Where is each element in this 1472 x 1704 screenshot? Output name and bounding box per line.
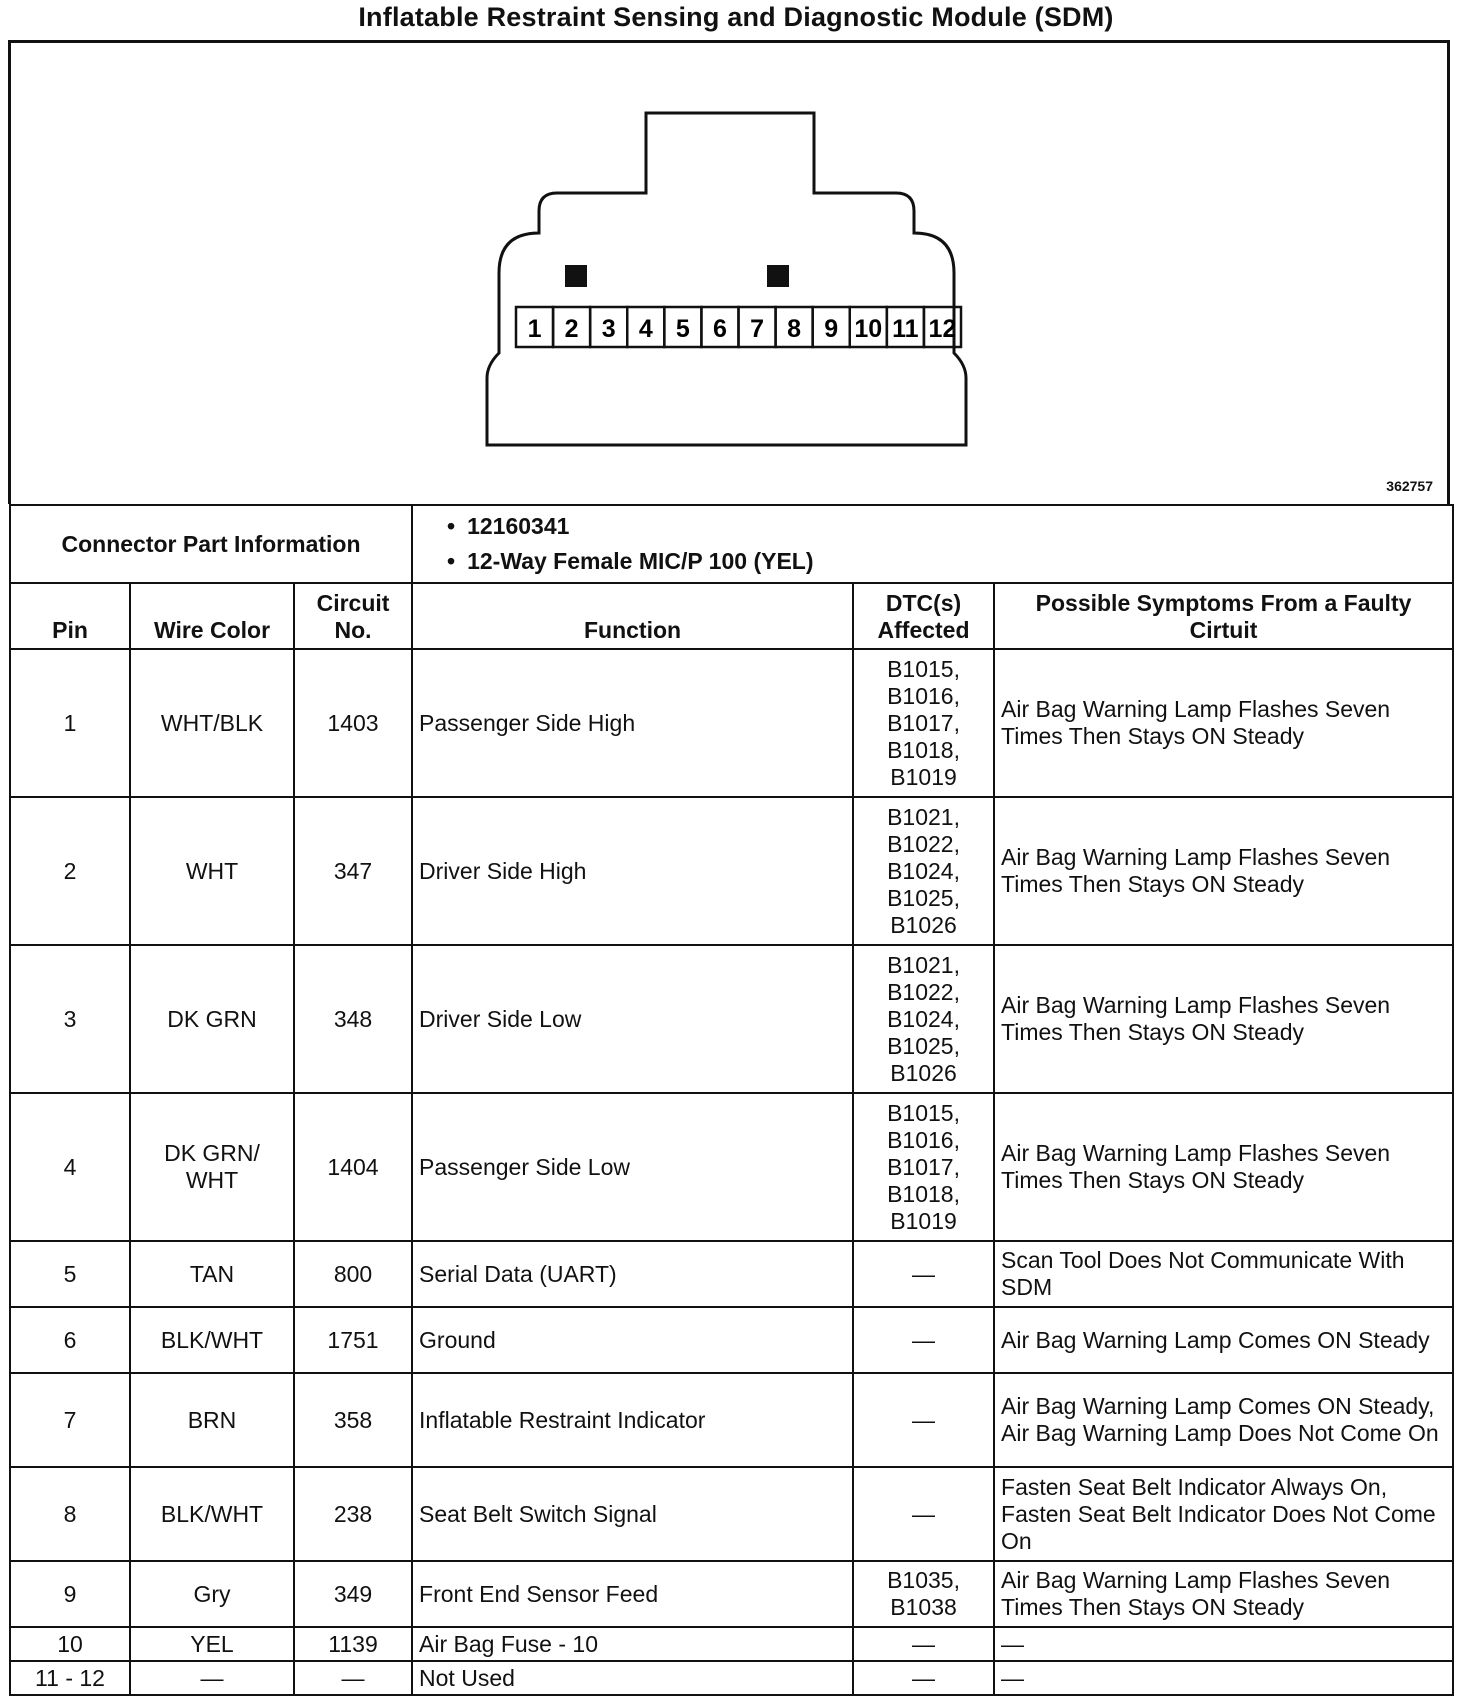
table-row bbox=[10, 1561, 1453, 1627]
row-function: Driver Side Low bbox=[412, 945, 853, 1093]
table-header-row bbox=[10, 583, 1453, 649]
row-circuit: 1403 bbox=[294, 649, 412, 797]
connector-pin-number: 7 bbox=[750, 315, 764, 343]
row-symptoms: Air Bag Warning Lamp Comes ON Steady bbox=[994, 1307, 1453, 1373]
connector-pin-number: 10 bbox=[854, 315, 883, 343]
table-row bbox=[10, 797, 1453, 945]
row-pin: 6 bbox=[10, 1307, 130, 1373]
row-symptoms: Scan Tool Does Not Communicate With SDM bbox=[994, 1241, 1453, 1307]
row-symptoms: — bbox=[994, 1661, 1453, 1695]
header-function: Function bbox=[412, 583, 853, 649]
row-dtc: B1021, B1022, B1024, B1025, B1026 bbox=[853, 945, 994, 1093]
row-dtc: B1015, B1016, B1017, B1018, B1019 bbox=[853, 649, 994, 797]
row-function: Not Used bbox=[412, 1661, 853, 1695]
pinout-table bbox=[9, 504, 1454, 1696]
row-function: Passenger Side Low bbox=[412, 1093, 853, 1241]
connector-pin-number: 11 bbox=[892, 315, 919, 343]
connector-pin-number: 12 bbox=[928, 315, 957, 343]
table-row bbox=[10, 1661, 1453, 1695]
row-function: Inflatable Restraint Indicator bbox=[412, 1373, 853, 1467]
row-symptoms: — bbox=[994, 1627, 1453, 1661]
row-wire-color: Gry bbox=[130, 1561, 294, 1627]
row-function: Seat Belt Switch Signal bbox=[412, 1467, 853, 1561]
connector-pin-number: 9 bbox=[824, 315, 839, 343]
table-row bbox=[10, 649, 1453, 797]
row-pin: 9 bbox=[10, 1561, 130, 1627]
row-circuit: 1751 bbox=[294, 1307, 412, 1373]
connector-outline bbox=[487, 113, 966, 445]
row-pin: 8 bbox=[10, 1467, 130, 1561]
row-dtc: — bbox=[853, 1307, 994, 1373]
row-circuit: 348 bbox=[294, 945, 412, 1093]
pin-row bbox=[516, 307, 961, 347]
row-symptoms: Air Bag Warning Lamp Comes ON Steady, Air Bag Warning Lamp Does Not Come On bbox=[994, 1373, 1453, 1467]
row-function: Ground bbox=[412, 1307, 853, 1373]
row-dtc: — bbox=[853, 1241, 994, 1307]
row-pin: 5 bbox=[10, 1241, 130, 1307]
table-row bbox=[10, 945, 1453, 1093]
row-symptoms: Fasten Seat Belt Indicator Always On, Fasten Seat Belt Indicator Does Not Come On bbox=[994, 1467, 1453, 1561]
table-row bbox=[10, 1241, 1453, 1307]
row-pin: 3 bbox=[10, 945, 130, 1093]
row-pin: 2 bbox=[10, 797, 130, 945]
row-function: Serial Data (UART) bbox=[412, 1241, 853, 1307]
row-function: Passenger Side High bbox=[412, 649, 853, 797]
header-dtc: DTC(s) Affected bbox=[853, 583, 994, 649]
row-wire-color: WHT bbox=[130, 797, 294, 945]
row-pin: 7 bbox=[10, 1373, 130, 1467]
row-pin: 10 bbox=[10, 1627, 130, 1661]
row-wire-color: — bbox=[130, 1661, 294, 1695]
row-function: Front End Sensor Feed bbox=[412, 1561, 853, 1627]
row-dtc: — bbox=[853, 1627, 994, 1661]
connector-part-number: • 12160341 bbox=[447, 509, 1446, 544]
row-circuit: 1404 bbox=[294, 1093, 412, 1241]
polarization-key-right bbox=[767, 265, 789, 287]
row-dtc: — bbox=[853, 1661, 994, 1695]
connector-description: • 12-Way Female MIC/P 100 (YEL) bbox=[447, 544, 1446, 579]
polarization-key-left bbox=[565, 265, 587, 287]
row-wire-color: DK GRN bbox=[130, 945, 294, 1093]
connector-pin-number: 3 bbox=[601, 315, 616, 343]
connector-pin-number: 5 bbox=[675, 315, 690, 343]
row-dtc: — bbox=[853, 1467, 994, 1561]
row-symptoms: Air Bag Warning Lamp Flashes Seven Times Then Stays ON Steady bbox=[994, 1561, 1453, 1627]
header-symptoms: Possible Symptoms From a Faulty Cirtuit bbox=[994, 583, 1453, 649]
connector-info-list bbox=[412, 505, 1453, 583]
table-row bbox=[10, 1627, 1453, 1661]
row-pin: 11 - 12 bbox=[10, 1661, 130, 1695]
connector-pin-number: 1 bbox=[527, 315, 542, 343]
row-circuit: 349 bbox=[294, 1561, 412, 1627]
row-wire-color: BRN bbox=[130, 1373, 294, 1467]
header-pin: Pin bbox=[10, 583, 130, 649]
connector-pin-number: 8 bbox=[787, 315, 802, 343]
connector-figure bbox=[8, 40, 1450, 504]
row-circuit: — bbox=[294, 1661, 412, 1695]
row-circuit: 358 bbox=[294, 1373, 412, 1467]
row-wire-color: DK GRN/ WHT bbox=[130, 1093, 294, 1241]
header-circuit: Circuit No. bbox=[294, 583, 412, 649]
row-symptoms: Air Bag Warning Lamp Flashes Seven Times Then Stays ON Steady bbox=[994, 649, 1453, 797]
connector-diagram bbox=[11, 43, 1447, 507]
table-row bbox=[10, 1467, 1453, 1561]
row-wire-color: BLK/WHT bbox=[130, 1307, 294, 1373]
connector-pin-number: 6 bbox=[713, 315, 727, 343]
row-pin: 4 bbox=[10, 1093, 130, 1241]
page-title: Inflatable Restraint Sensing and Diagnostic Module (SDM) bbox=[358, 2, 1114, 32]
row-circuit: 238 bbox=[294, 1467, 412, 1561]
row-circuit: 1139 bbox=[294, 1627, 412, 1661]
row-function: Driver Side High bbox=[412, 797, 853, 945]
connector-info-label: Connector Part Information bbox=[10, 505, 412, 583]
table-row bbox=[10, 1093, 1453, 1241]
header-wire-color: Wire Color bbox=[130, 583, 294, 649]
row-wire-color: WHT/BLK bbox=[130, 649, 294, 797]
connector-pin-number: 2 bbox=[564, 315, 579, 343]
row-dtc: B1035, B1038 bbox=[853, 1561, 994, 1627]
row-dtc: B1021, B1022, B1024, B1025, B1026 bbox=[853, 797, 994, 945]
table-row bbox=[10, 1373, 1453, 1467]
row-pin: 1 bbox=[10, 649, 130, 797]
connector-info-row bbox=[10, 505, 1453, 583]
row-function: Air Bag Fuse - 10 bbox=[412, 1627, 853, 1661]
row-dtc: B1015, B1016, B1017, B1018, B1019 bbox=[853, 1093, 994, 1241]
row-wire-color: TAN bbox=[130, 1241, 294, 1307]
row-circuit: 347 bbox=[294, 797, 412, 945]
row-wire-color: YEL bbox=[130, 1627, 294, 1661]
row-dtc: — bbox=[853, 1373, 994, 1467]
row-symptoms: Air Bag Warning Lamp Flashes Seven Times Then Stays ON Steady bbox=[994, 945, 1453, 1093]
table-row bbox=[10, 1307, 1453, 1373]
row-circuit: 800 bbox=[294, 1241, 412, 1307]
row-wire-color: BLK/WHT bbox=[130, 1467, 294, 1561]
row-symptoms: Air Bag Warning Lamp Flashes Seven Times Then Stays ON Steady bbox=[994, 1093, 1453, 1241]
connector-pin-number: 4 bbox=[638, 315, 653, 343]
figure-id: 362757 bbox=[1386, 478, 1433, 494]
row-symptoms: Air Bag Warning Lamp Flashes Seven Times Then Stays ON Steady bbox=[994, 797, 1453, 945]
